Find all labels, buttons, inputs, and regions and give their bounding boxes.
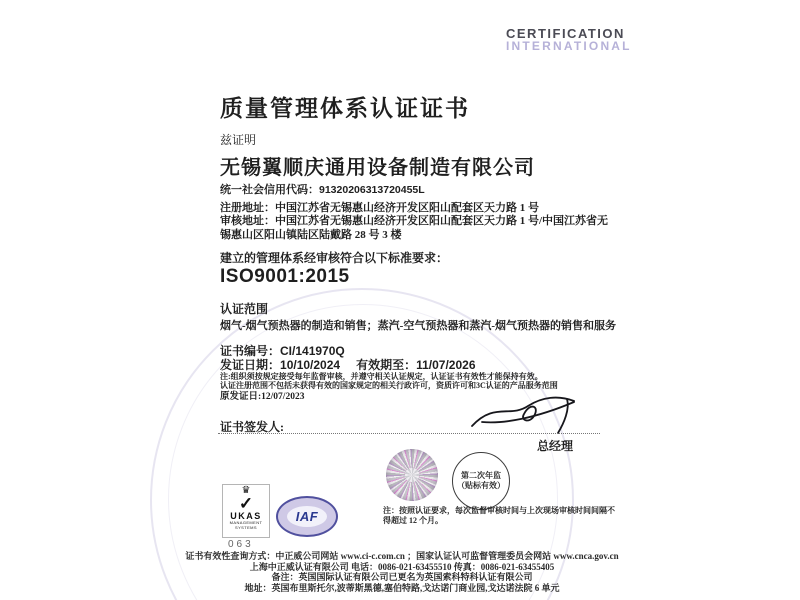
stamp-line-2: （贴标有效） [457, 481, 505, 490]
credit-code-label: 统一社会信用代码： [220, 184, 319, 196]
signature-line [218, 433, 600, 434]
signer-title: 总经理 [537, 439, 574, 453]
iaf-logo [276, 496, 338, 537]
scope-label: 认证范围 [220, 302, 269, 316]
issue-date-label: 发证日期： [220, 358, 281, 372]
footer-line-3: 备注：英国国际认证有限公司已更名为英国索科特科认证有限公司 [271, 572, 533, 582]
original-issue-date: 原发证日:12/07/2023 [220, 392, 305, 402]
valid-until-value: 11/07/2026 [416, 358, 476, 372]
certificate-note-2: 认证注册范围不包括未获得有效的国家规定的相关行政许可，资质许可和3C认证的产品服务范围 [220, 381, 558, 390]
footer-line-2: 上海中正威认证有限公司 电话：0086-021-63455510 传真：0086-021-63455405 [249, 561, 555, 572]
footer-line-1: 证书有效性查询方式：中正威公司网站 www.ci-c.com.cn ；国家认证认可监督管理委员会网站 www.cnca.gov.cn [185, 551, 619, 561]
ukas-logo [222, 484, 270, 538]
scope-text: 烟气-烟气预热器的制造和销售；蒸汽-空气预热器和蒸汽-烟气预热器的销售和服务 [220, 320, 616, 332]
standard-code: ISO9001:2015 [220, 266, 350, 287]
iaf-inner-oval [287, 506, 327, 527]
certificate-note-1: 注:组织须按规定接受每年监督审核，并遵守相关认证规定，认证证书有效性才能保持有效。 [220, 372, 543, 381]
audit-address: 审核地址：中国江苏省无锡惠山经济开发区阳山配套区天力路 1 号/中国江苏省无锡惠山区阳山镇陆区陆戴路 28 号 3 楼 [220, 215, 609, 241]
stamp-line-1: 第二次年监 [461, 471, 501, 480]
footer-line-4: 地址：英国布里斯托尔,波蒂斯黑德,塞伯特路,戈达诺门商业园,戈达诺法院 6 单元 [244, 582, 560, 593]
checkmark-icon: ✓ [238, 494, 254, 513]
logo-subtitle: INTERNATIONAL [506, 39, 632, 53]
company-name: 无锡翼顺庆通用设备制造有限公司 [220, 157, 535, 179]
ukas-sub: MANAGEMENT SYSTEMS [229, 520, 263, 530]
crown-icon: ♛ [241, 485, 251, 496]
supervision-stamp [452, 452, 510, 510]
certificate-number-value: CI/141970Q [280, 344, 345, 358]
signer-label: 证书签发人: [220, 420, 284, 434]
page-title: 质量管理体系认证证书 [220, 96, 470, 121]
issue-date-value: 10/10/2024 [280, 358, 341, 372]
certify-intro: 兹证明 [220, 133, 257, 147]
certificate-number-label: 证书编号： [220, 344, 281, 358]
ci-logo-icon [430, 8, 490, 68]
hologram-sticker-icon [386, 449, 438, 501]
iaf-label: IAF [295, 509, 319, 524]
standard-intro: 建立的管理体系经审核符合以下标准要求： [220, 251, 449, 265]
logo-name: CERTIFICATION [506, 26, 625, 41]
footer [178, 551, 626, 593]
ukas-label: UKAS [230, 511, 262, 521]
valid-until-label: 有效期至： [356, 358, 417, 372]
supervision-note: 注：按照认证要求，每次监督审核时间与上次现场审核时间间隔不得超过 12 个月。 [383, 506, 615, 525]
credit-code-value: 91320206313720455L [319, 184, 425, 196]
credit-code-line [220, 181, 425, 197]
registered-address: 注册地址：中国江苏省无锡惠山经济开发区阳山配套区天力路 1 号 [220, 202, 539, 214]
ci-logo [506, 27, 632, 53]
ukas-number: 063 [228, 539, 254, 550]
